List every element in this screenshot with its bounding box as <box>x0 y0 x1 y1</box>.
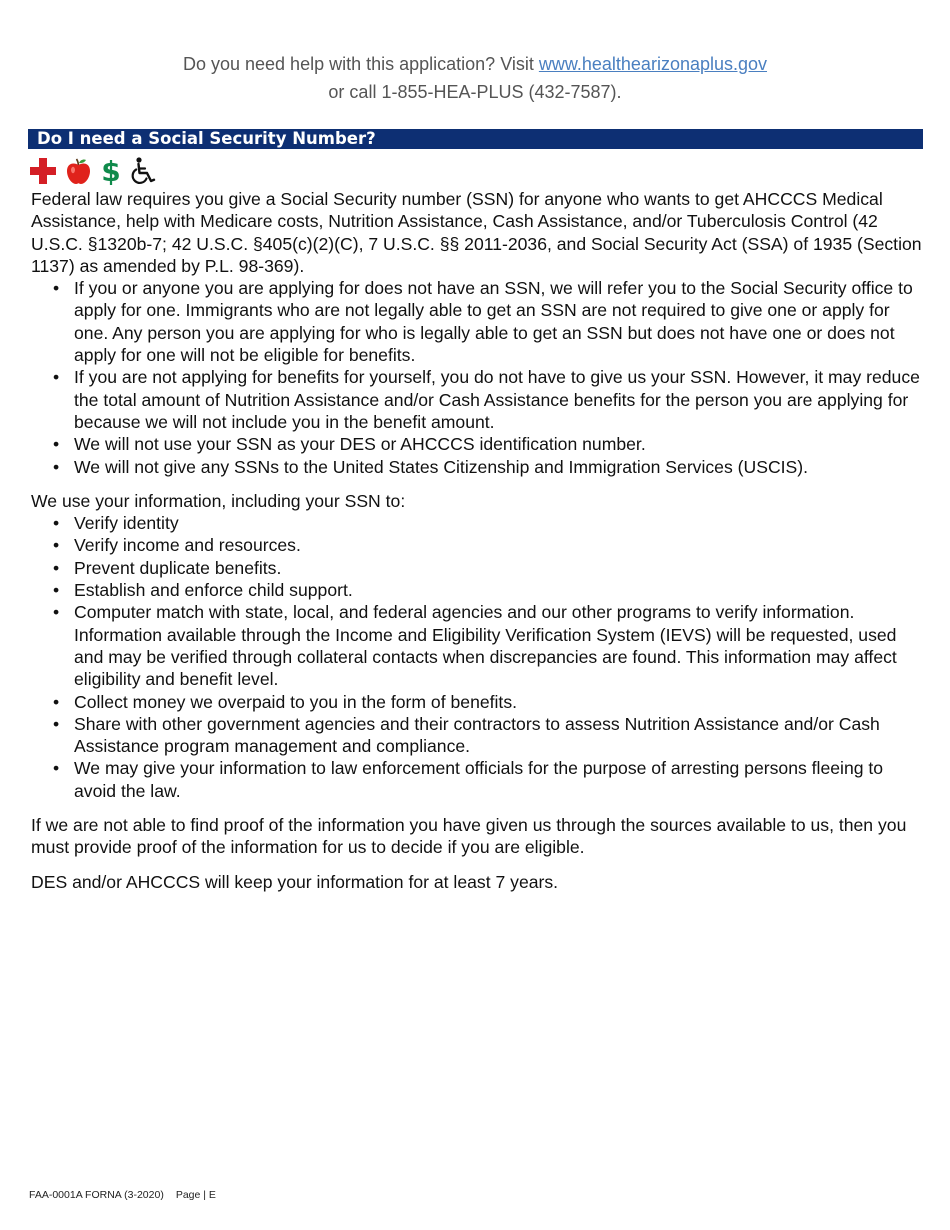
svg-text:$: $ <box>101 157 121 185</box>
list-item: • We will not give any SSNs to the United States Citizenship and Immigration Services (USCIS). <box>31 456 923 478</box>
use-intro: We use your information, including your SSN to: <box>31 490 406 511</box>
intro-paragraph: Federal law requires you give a Social Security number (SSN) for anyone who wants to get AHCCCS Medical Assistance, help with Medicare costs, Nutrition Assistance, Cash Assistance, and/or Tuberculosis Control (42 U.S.C. §1320b-7; 42 U.S.C. §405(c)(2)(C), 7 U.S.C. §§ 2011-2036, and Social Security Act (SSA) of 1935 (Section 1137) as amended by P.L. 98-369). <box>31 189 922 276</box>
wheelchair-icon <box>130 157 156 185</box>
form-id: FAA-0001A FORNA (3-2020) <box>29 1189 164 1201</box>
info-uses-list <box>31 512 923 802</box>
help-line-2: or call 1-855-HEA-PLUS (432-7587). <box>328 82 622 102</box>
section-header: Do I need a Social Security Number? <box>28 129 923 149</box>
medical-cross-icon <box>30 158 56 184</box>
program-icons <box>30 156 156 186</box>
list-item: • Collect money we overpaid to you in the form of benefits. <box>31 691 923 713</box>
help-banner <box>0 50 950 106</box>
page-footer <box>29 1189 216 1201</box>
help-line-1 <box>0 50 950 78</box>
website-link[interactable]: www.healthearizonaplus.gov <box>538 54 768 74</box>
dollar-icon <box>101 157 121 185</box>
help-line-1-text: Do you need help with this application? Visit <box>182 54 539 74</box>
list-item: • Computer match with state, local, and federal agencies and our other programs to verify information. Information available through the Income and Eligibility Verification System (IEVS) will be requested, used and may be verified through collateral contacts when discrepancies are found. This information may affect eligibility and benefit level. <box>31 601 923 690</box>
list-item: • If you or anyone you are applying for does not have an SSN, we will refer you to the Social Security office to apply for one. Immigrants who are not legally able to get an SSN are not required to give one or apply for one. Any person you are applying for who is legally able to get an SSN but does not have one or does not apply for one will not be eligible for benefits. <box>31 277 923 366</box>
page-number: Page | E <box>175 1189 216 1201</box>
list-item: • Establish and enforce child support. <box>31 579 923 601</box>
list-item: • We will not use your SSN as your DES or AHCCCS identification number. <box>31 433 923 455</box>
ssn-rules-list <box>31 277 923 478</box>
list-item: • Verify identity <box>31 512 923 534</box>
list-item: • We may give your information to law enforcement officials for the purpose of arresting persons fleeing to avoid the law. <box>31 757 923 802</box>
apple-icon <box>65 158 92 185</box>
list-item: • Verify income and resources. <box>31 534 923 556</box>
proof-paragraph: If we are not able to find proof of the information you have given us through the sources available to us, then you must provide proof of the information for us to decide if you are eligible. <box>31 815 907 858</box>
list-item: • Share with other government agencies and their contractors to assess Nutrition Assistance and/or Cash Assistance program management and compliance. <box>31 713 923 758</box>
list-item: • Prevent duplicate benefits. <box>31 557 923 579</box>
list-item: • If you are not applying for benefits for yourself, you do not have to give us your SSN. However, it may reduce the total amount of Nutrition Assistance and/or Cash Assistance benefits for the person you are applying for because we will not include you in the benefit amount. <box>31 366 923 433</box>
retention-paragraph: DES and/or AHCCCS will keep your information for at least 7 years. <box>31 871 559 892</box>
section-body <box>31 188 923 893</box>
